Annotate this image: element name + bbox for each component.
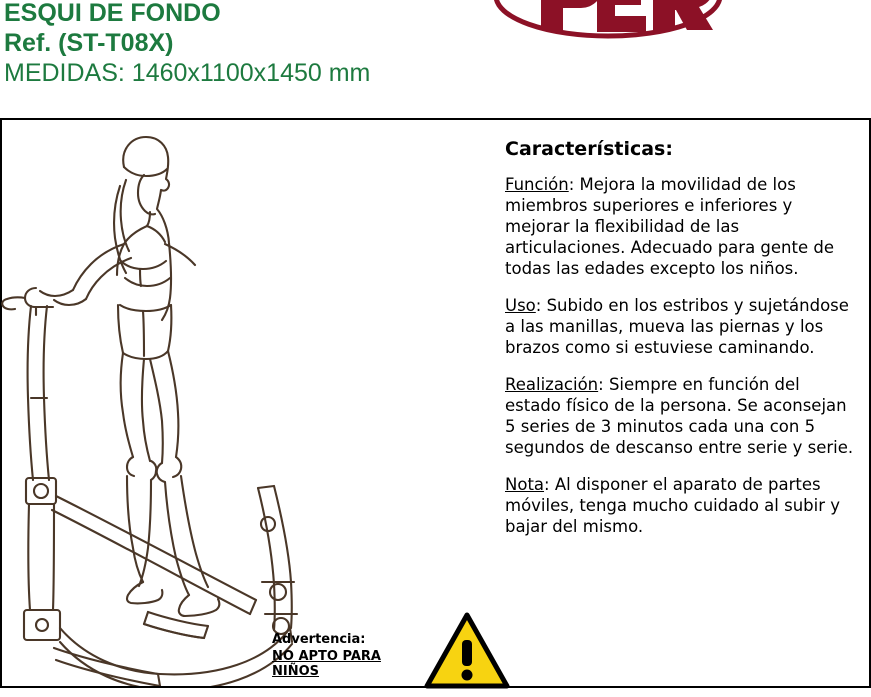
title-block xyxy=(4,0,370,88)
warning-triangle-icon xyxy=(424,612,510,692)
paragraph-nota-lead: Nota xyxy=(505,475,545,494)
paragraph-nota xyxy=(505,474,857,537)
paragraph-uso xyxy=(505,295,857,358)
company-logo xyxy=(493,0,723,58)
warning-subtitle: NO APTO PARA NIÑOS xyxy=(272,649,381,679)
paragraph-uso-body: : Subido en los estribos y sujetándose a las manillas, mueva las piernas y los brazos como si estuviese caminando. xyxy=(505,296,849,357)
paragraph-uso-lead: Uso xyxy=(505,296,536,315)
product-reference: Ref. (ST-T08X) xyxy=(4,29,174,57)
characteristics-panel xyxy=(505,138,857,553)
product-measures: MEDIDAS: 1460x1100x1450 mm xyxy=(4,59,371,87)
paragraph-funcion-body: : Mejora la movilidad de los miembros superiores e inferiores y mejorar la flexibilidad de las articulaciones. Adecuado para gente de todas las edades excepto los niños. xyxy=(505,175,834,278)
warning-title: Advertencia: xyxy=(272,632,366,647)
main-content xyxy=(0,120,871,686)
paragraph-realizacion xyxy=(505,374,857,458)
paragraph-realizacion-body: : Siempre en función del estado físico de la persona. Se aconsejan 5 series de 3 minutos cada una con 5 segundos de descanso entre serie y serie. xyxy=(505,375,854,457)
characteristics-heading: Características: xyxy=(505,138,673,160)
paragraph-realizacion-lead: Realización xyxy=(505,375,599,394)
product-title: ESQUI DE FONDO xyxy=(4,0,221,27)
paragraph-nota-body: : Al disponer el aparato de partes móviles, tenga mucho cuidado al subir y bajar del mismo. xyxy=(505,475,841,536)
paragraph-funcion-lead: Función xyxy=(505,175,569,194)
paragraph-funcion xyxy=(505,174,857,279)
cross-country-ski-machine-illustration xyxy=(0,120,492,686)
header xyxy=(0,0,871,112)
warning-text-block xyxy=(272,632,412,679)
